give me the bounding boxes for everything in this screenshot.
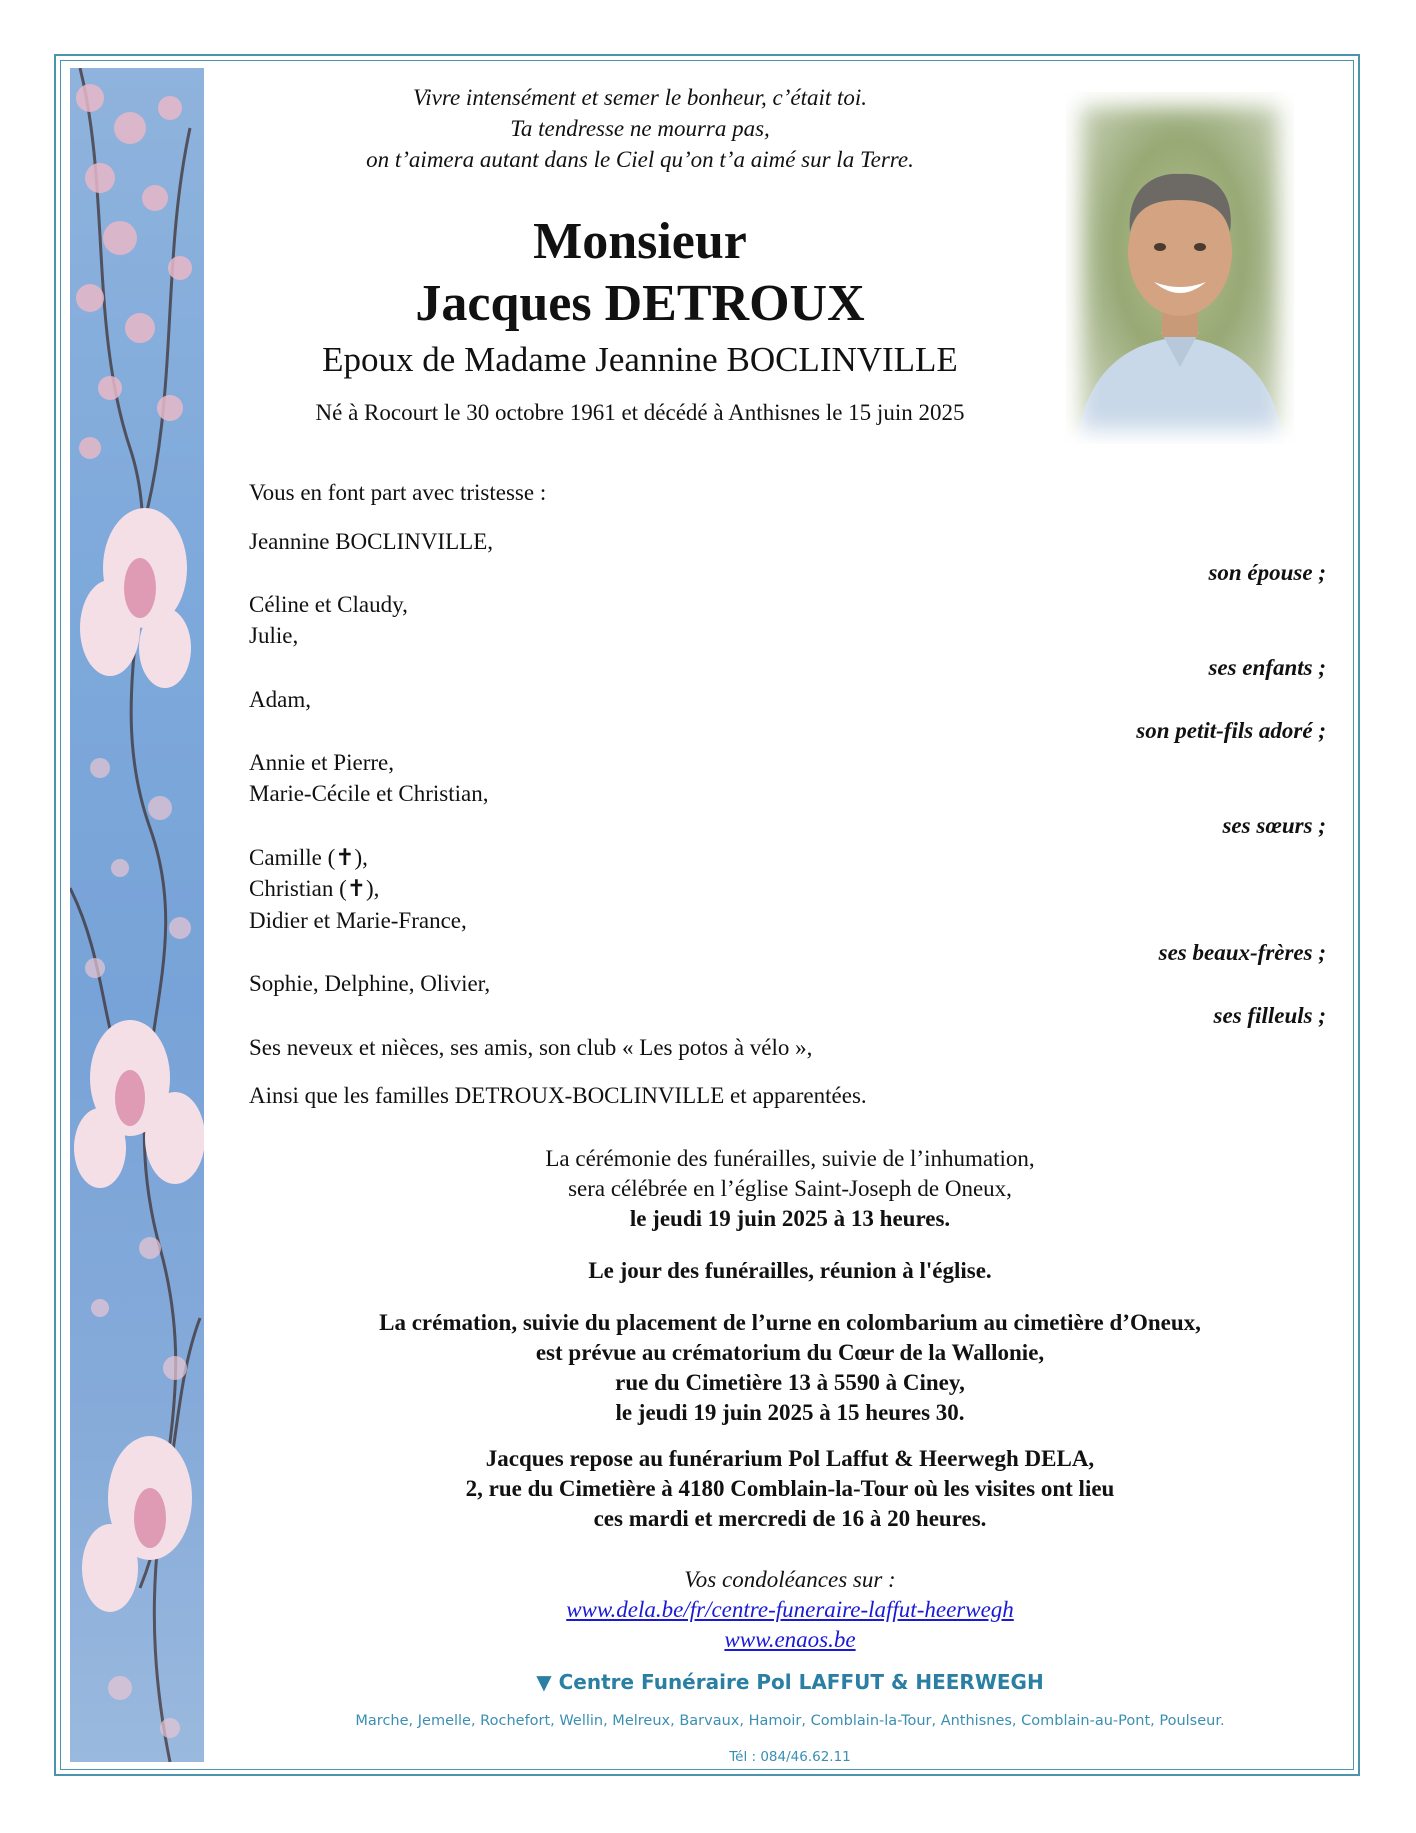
others-line: Ses neveux et nièces, ses amis, son club « Les potos à vélo »,: [249, 1035, 813, 1060]
poem-line: Vivre intensément et semer le bonheur, c’était toi.: [412, 85, 868, 110]
meeting-line: Le jour des funérailles, réunion à l'église.: [588, 1258, 992, 1283]
magnolia-branches-image: [70, 68, 204, 1762]
company-towns: Marche, Jemelle, Rochefort, Wellin, Melreux, Barvaux, Hamoir, Comblain-la-Tour, Anthisnes, Comblain-au-Pont, Poulseur.: [355, 1713, 1225, 1729]
floral-side-strip: [70, 68, 204, 1762]
family-name: Camille (✝),: [249, 845, 368, 870]
company-name: ▼ Centre Funéraire Pol LAFFUT & HEERWEGH: [536, 1670, 1044, 1694]
family-name: Marie-Cécile et Christian,: [249, 781, 489, 806]
relation-label: son petit-fils adoré ;: [1136, 718, 1326, 743]
cremation-line: le jeudi 19 juin 2025 à 15 heures 30.: [615, 1400, 965, 1425]
family-name: Didier et Marie-France,: [249, 908, 467, 933]
company-phone: Tél : 084/46.62.11: [729, 1749, 851, 1765]
family-name: Julie,: [249, 623, 299, 648]
intro-text: Vous en font part avec tristesse :: [249, 480, 547, 505]
cremation-line: est prévue au crématorium du Cœur de la Wallonie,: [535, 1340, 1045, 1365]
relation-label: ses enfants ;: [1208, 655, 1326, 680]
birth-death-dates: Né à Rocourt le 30 octobre 1961 et décédé à Anthisnes le 15 juin 2025: [315, 400, 965, 425]
relation-label: ses sœurs ;: [1222, 813, 1326, 838]
condolences-block: [249, 1565, 1331, 1655]
families-line: Ainsi que les familles DETROUX-BOCLINVILLE et apparentées.: [249, 1083, 867, 1108]
family-name: Sophie, Delphine, Olivier,: [249, 971, 491, 996]
family-name: Jeannine BOCLINVILLE,: [249, 529, 493, 554]
deceased-name: Jacques DETROUX: [415, 275, 865, 332]
visits-line: Jacques repose au funérarium Pol Laffut & Heerwegh DELA,: [485, 1446, 1095, 1471]
ceremony-block: [249, 1144, 1331, 1234]
ceremony-date: le jeudi 19 juin 2025 à 13 heures.: [629, 1206, 951, 1231]
relation-label: ses beaux-frères ;: [1158, 940, 1326, 965]
visits-block: [249, 1444, 1331, 1534]
portrait-photo: [1066, 92, 1294, 444]
poem-line: Ta tendresse ne mourra pas,: [510, 116, 770, 141]
visits-line: ces mardi et mercredi de 16 à 20 heures.: [593, 1506, 987, 1531]
cremation-line: La crémation, suivie du placement de l’urne en colombarium au cimetière d’Oneux,: [379, 1310, 1201, 1335]
condolences-link-enaos[interactable]: www.enaos.be: [724, 1627, 856, 1652]
poem: [240, 82, 1040, 175]
visits-line: 2, rue du Cimetière à 4180 Comblain-la-Tour où les visites ont lieu: [465, 1476, 1115, 1501]
family-name: Annie et Pierre,: [249, 750, 394, 775]
family-name: Adam,: [249, 687, 311, 712]
family-name: Christian (✝),: [249, 876, 380, 901]
relation-label: son épouse ;: [1208, 560, 1326, 585]
poem-line: on t’aimera autant dans le Ciel qu’on t’a aimé sur la Terre.: [366, 147, 914, 172]
spouse-line: Epoux de Madame Jeannine BOCLINVILLE: [322, 340, 958, 379]
cremation-line: rue du Cimetière 13 à 5590 à Ciney,: [615, 1370, 965, 1395]
deceased-title: Monsieur: [533, 213, 747, 270]
ceremony-line: La cérémonie des funérailles, suivie de l’inhumation,: [545, 1146, 1035, 1171]
family-name: Céline et Claudy,: [249, 592, 408, 617]
portrait-image: [1066, 92, 1294, 444]
condolences-link-dela[interactable]: www.dela.be/fr/centre-funeraire-laffut-heerwegh: [566, 1597, 1014, 1622]
cremation-block: [249, 1308, 1331, 1428]
condolences-label: Vos condoléances sur :: [684, 1567, 896, 1592]
relation-label: ses filleuls ;: [1213, 1003, 1326, 1028]
ceremony-line: sera célébrée en l’église Saint-Joseph de Oneux,: [568, 1176, 1012, 1201]
